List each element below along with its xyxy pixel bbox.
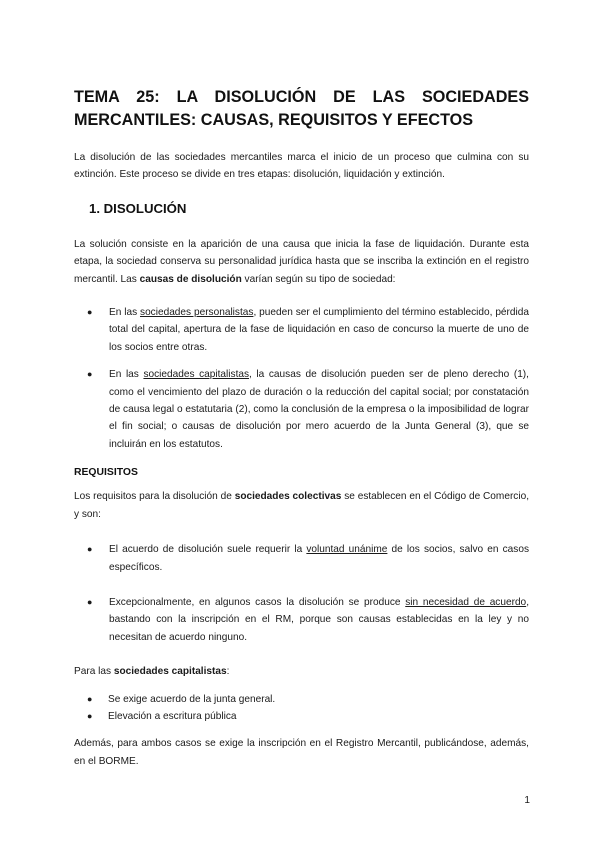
text-run: En las (109, 307, 141, 319)
list-item-voluntad (74, 541, 529, 576)
requisitos-paragraph (74, 488, 529, 523)
intro-paragraph: La disolución de las sociedades mercantiles marca el inicio de un proceso que culmina con su extinción. Este proceso se divide en tres etapas: disolución, liquidación y extinción. (74, 152, 529, 181)
page-content (74, 86, 529, 770)
subheading-requisitos: REQUISITOS (74, 467, 138, 479)
text-run: : (226, 666, 230, 678)
bold-term-colectivas: sociedades colectivas (234, 491, 342, 503)
page-number: 1 (524, 795, 530, 806)
underlined-term: sin necesidad de acuerdo (405, 596, 527, 608)
text-run: Elevación a escritura pública (108, 710, 237, 722)
bullet-icon: ● (87, 596, 93, 607)
bullet-icon: ● (87, 369, 93, 380)
text-run: En las (109, 369, 144, 381)
causas-list (74, 304, 529, 453)
bullet-icon: ● (87, 710, 93, 721)
requisitos-list (74, 541, 529, 646)
text-run: , bastando con la inscripción en el RM, porque son causas establecidas en la ley y no necesitan de acuerdo ninguno. (109, 596, 529, 643)
underlined-term: sociedades capitalistas (143, 369, 250, 381)
list-item-sin-acuerdo (74, 594, 529, 646)
text-run: Los requisitos para la disolución de (74, 491, 235, 503)
underlined-term: voluntad unánime (306, 544, 388, 556)
text-run: Se exige acuerdo de la junta general. (108, 693, 276, 705)
section-heading-disolucion: 1. DISOLUCIÓN (89, 200, 187, 216)
list-item-escritura (74, 708, 529, 725)
disolucion-paragraph (74, 236, 529, 288)
text-run: La solución consiste en la aparición de una causa que inicia la fase de liquidación. Durante esta etapa, la sociedad conserva su personalidad jurídica hasta que se inscriba la extinción en el registro mercantil. Las (74, 238, 529, 285)
underlined-term: sociedades personalistas (140, 307, 254, 319)
list-item-capitalistas (74, 366, 529, 453)
bold-term-capitalistas: sociedades capitalistas (113, 666, 227, 678)
text-run: El acuerdo de disolución suele requerir la (109, 544, 307, 556)
text-run: , la causas de disolución pueden ser de pleno derecho (1), como el vencimiento del plazo de duración o la reducción del capital social; por constatación de causa legal o estatutaria (2), como la conclusión de la empresa o la imposibilidad de lograr el fin social; o causas de disolución por mero acuerdo de la Junta General (3), que se incluirán en los estatutos. (109, 369, 529, 450)
text-run: de los socios, salvo en casos específicos. (109, 544, 529, 573)
page-title: TEMA 25: LA DISOLUCIÓN DE LAS SOCIEDADES MERCANTILES: CAUSAS, REQUISITOS Y EFECTOS (74, 88, 529, 129)
bullet-icon: ● (87, 693, 93, 704)
text-run: varían según su tipo de sociedad: (241, 273, 396, 285)
capitalistas-paragraph (74, 663, 529, 680)
text-run: Para las (74, 666, 114, 678)
list-item-personalistas (74, 304, 529, 356)
bold-term-causas: causas de disolución (139, 273, 242, 285)
bullet-icon: ● (87, 307, 93, 318)
bullet-icon: ● (87, 544, 93, 555)
capitalistas-list (74, 691, 529, 726)
text-run: , pueden ser el cumplimiento del término establecido, pérdida total del capital, apertura de la fase de liquidación en caso de concurso la muerte de uno de los socios entre otras. (109, 307, 529, 353)
text-run: se establecen en el Código de Comercio, y son: (74, 491, 530, 520)
list-item-junta (74, 691, 529, 708)
text-run: Excepcionalmente, en algunos casos la disolución se produce (109, 596, 406, 608)
final-paragraph: Además, para ambos casos se exige la inscripción en el Registro Mercantil, publicándose, además, en el BORME. (74, 738, 529, 767)
